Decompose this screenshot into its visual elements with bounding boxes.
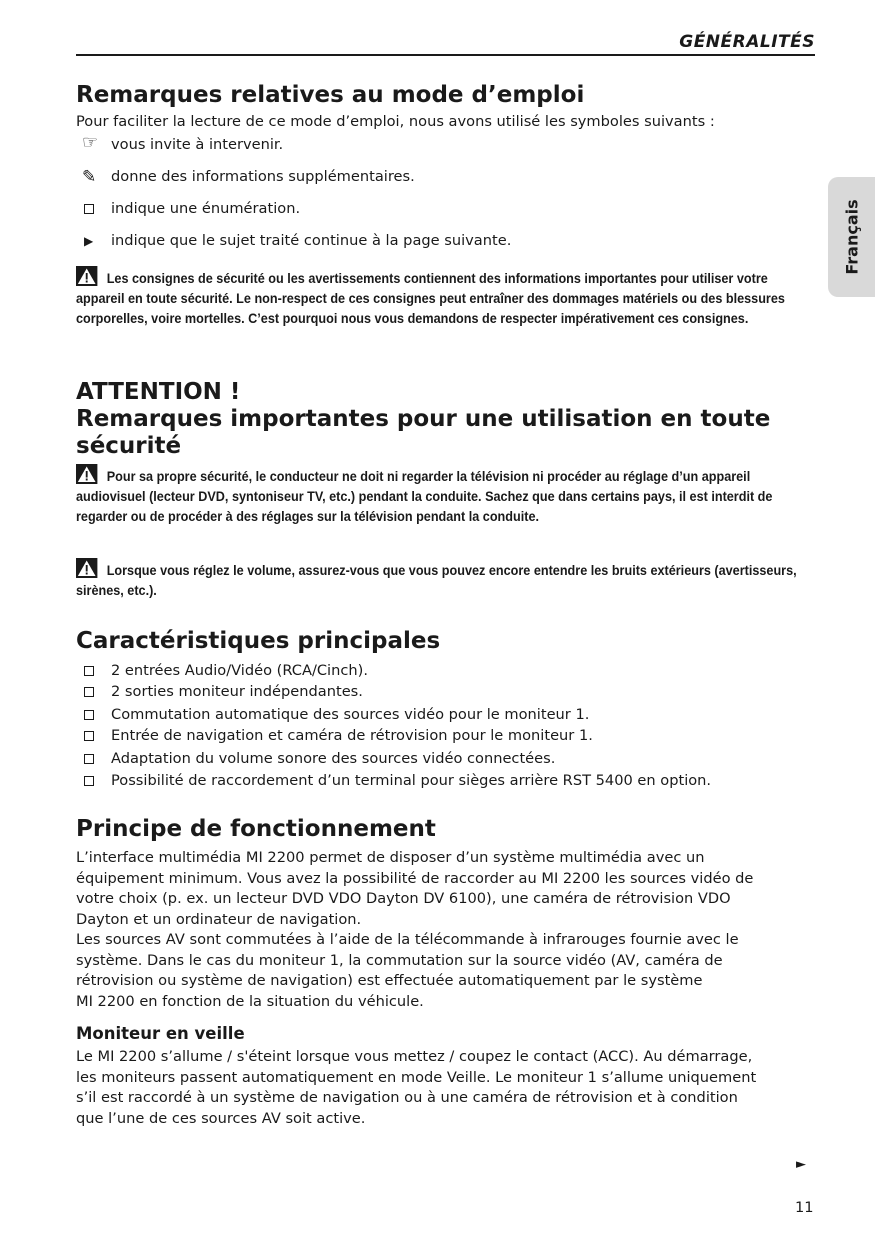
safety-heading: Remarques importantes pour une utilisation en toute	[76, 406, 771, 432]
paragraph-line: votre choix (p. ex. un lecteur DVD VDO Dayton DV 6100), une caméra de rétrovision VDO	[76, 890, 731, 907]
page-number: 11	[795, 1199, 814, 1216]
notes-heading: Remarques relatives au mode d’emploi	[76, 82, 585, 108]
language-tab	[828, 177, 875, 297]
safety-warning-volume	[76, 558, 816, 601]
symbol-description: vous invite à intervenir.	[111, 136, 284, 153]
paragraph-line: système. Dans le cas du moniteur 1, la commutation sur la source vidéo (AV, caméra de	[76, 951, 723, 969]
attention-heading: ATTENTION !	[76, 379, 241, 405]
paragraph-line: s’il est raccordé à un système de navigation ou à une caméra de rétrovision et à condition	[76, 1089, 738, 1106]
principle-heading: Principe de fonctionnement	[76, 816, 436, 842]
paragraph-line: rétrovision ou système de navigation) est effectuée automatiquement par le système	[76, 972, 703, 989]
checkbox-icon	[84, 710, 94, 720]
warning-triangle-icon	[76, 464, 97, 484]
feature-text: Commutation automatique des sources vidéo pour le moniteur 1.	[111, 706, 590, 723]
paragraph-line: Les sources AV sont commutées à l’aide de la télécommande à infrarouges fournie avec le	[76, 931, 739, 948]
symbol-description: donne des informations supplémentaires.	[111, 168, 415, 185]
feature-text: 2 sorties moniteur indépendantes.	[111, 683, 363, 700]
checkbox-icon	[84, 204, 94, 214]
warning-text: Lorsque vous réglez le volume, assurez-vous que vous pouvez encore entendre les bruits extérieurs (avertisseurs, sirènes, etc.).	[76, 563, 797, 598]
checkbox-icon	[84, 754, 94, 764]
header-rule	[76, 54, 815, 56]
paragraph-line: L’interface multimédia MI 2200 permet de disposer d’un système multimédia avec un	[76, 849, 705, 866]
pencil-icon: ✎	[82, 167, 97, 187]
pointing-hand-icon: ☞	[82, 132, 99, 153]
checkbox-icon	[84, 687, 94, 697]
warning-text: Pour sa propre sécurité, le conducteur ne doit ni regarder la télévision ni procéder au réglage d’un appareil audiovisuel (lecteur DVD, syntoniseur TV, etc.) pendant la conduite. Sachez que dans certains pays, il est interdit de regarder ou de procéder à des réglages sur la télévision pendant la conduite.	[76, 469, 773, 524]
symbol-description: indique une énumération.	[111, 200, 301, 217]
safety-heading-cont: sécurité	[76, 433, 182, 459]
principle-paragraph	[76, 848, 836, 1012]
warning-triangle-icon	[76, 558, 97, 578]
paragraph-line: Le MI 2200 s’allume / s'éteint lorsque vous mettez / coupez le contact (ACC). Au démarrage,	[76, 1048, 753, 1065]
warning-text: Les consignes de sécurité ou les avertissements contiennent des informations importantes pour utiliser votre appareil en toute sécurité. Le non-respect de ces consignes peut entraîner des dommages matériels ou des blessures corporelles, voire mortelles. C’est pourquoi nous vous demandons de respecter impérativement ces consignes.	[76, 271, 785, 326]
paragraph-line: les moniteurs passent automatiquement en mode Veille. Le moniteur 1 s’allume uniquement	[76, 1068, 757, 1086]
feature-text: Possibilité de raccordement d’un terminal pour sièges arrière RST 5400 en option.	[111, 772, 712, 789]
checkbox-icon	[84, 666, 94, 676]
standby-paragraph	[76, 1047, 836, 1129]
feature-text: 2 entrées Audio/Vidéo (RCA/Cinch).	[111, 662, 368, 679]
notes-intro: Pour faciliter la lecture de ce mode d’emploi, nous avons utilisé les symboles suivants :	[76, 113, 715, 130]
warning-triangle-icon	[76, 266, 97, 286]
safety-warning-general	[76, 266, 816, 329]
safety-warning-driver	[76, 464, 816, 527]
checkbox-icon	[84, 731, 94, 741]
play-arrow-icon: ▶	[84, 234, 94, 248]
feature-text: Entrée de navigation et caméra de rétrovision pour le moniteur 1.	[111, 727, 593, 744]
features-heading: Caractéristiques principales	[76, 628, 441, 654]
paragraph-line: que l’une de ces sources AV soit active.	[76, 1109, 366, 1127]
checkbox-icon	[84, 776, 94, 786]
feature-text: Adaptation du volume sonore des sources vidéo connectées.	[111, 750, 556, 767]
paragraph-line: MI 2200 en fonction de la situation du véhicule.	[76, 992, 424, 1010]
language-tab-label: Français	[842, 199, 861, 275]
section-header-title: GÉNÉRALITÉS	[679, 32, 815, 52]
continue-arrow-icon: ►	[796, 1157, 806, 1172]
paragraph-line: équipement minimum. Vous avez la possibilité de raccorder au MI 2200 les sources vidéo de	[76, 869, 754, 887]
symbol-description: indique que le sujet traité continue à la page suivante.	[111, 232, 512, 249]
paragraph-line: Dayton et un ordinateur de navigation.	[76, 910, 362, 928]
standby-subheading: Moniteur en veille	[76, 1024, 245, 1043]
